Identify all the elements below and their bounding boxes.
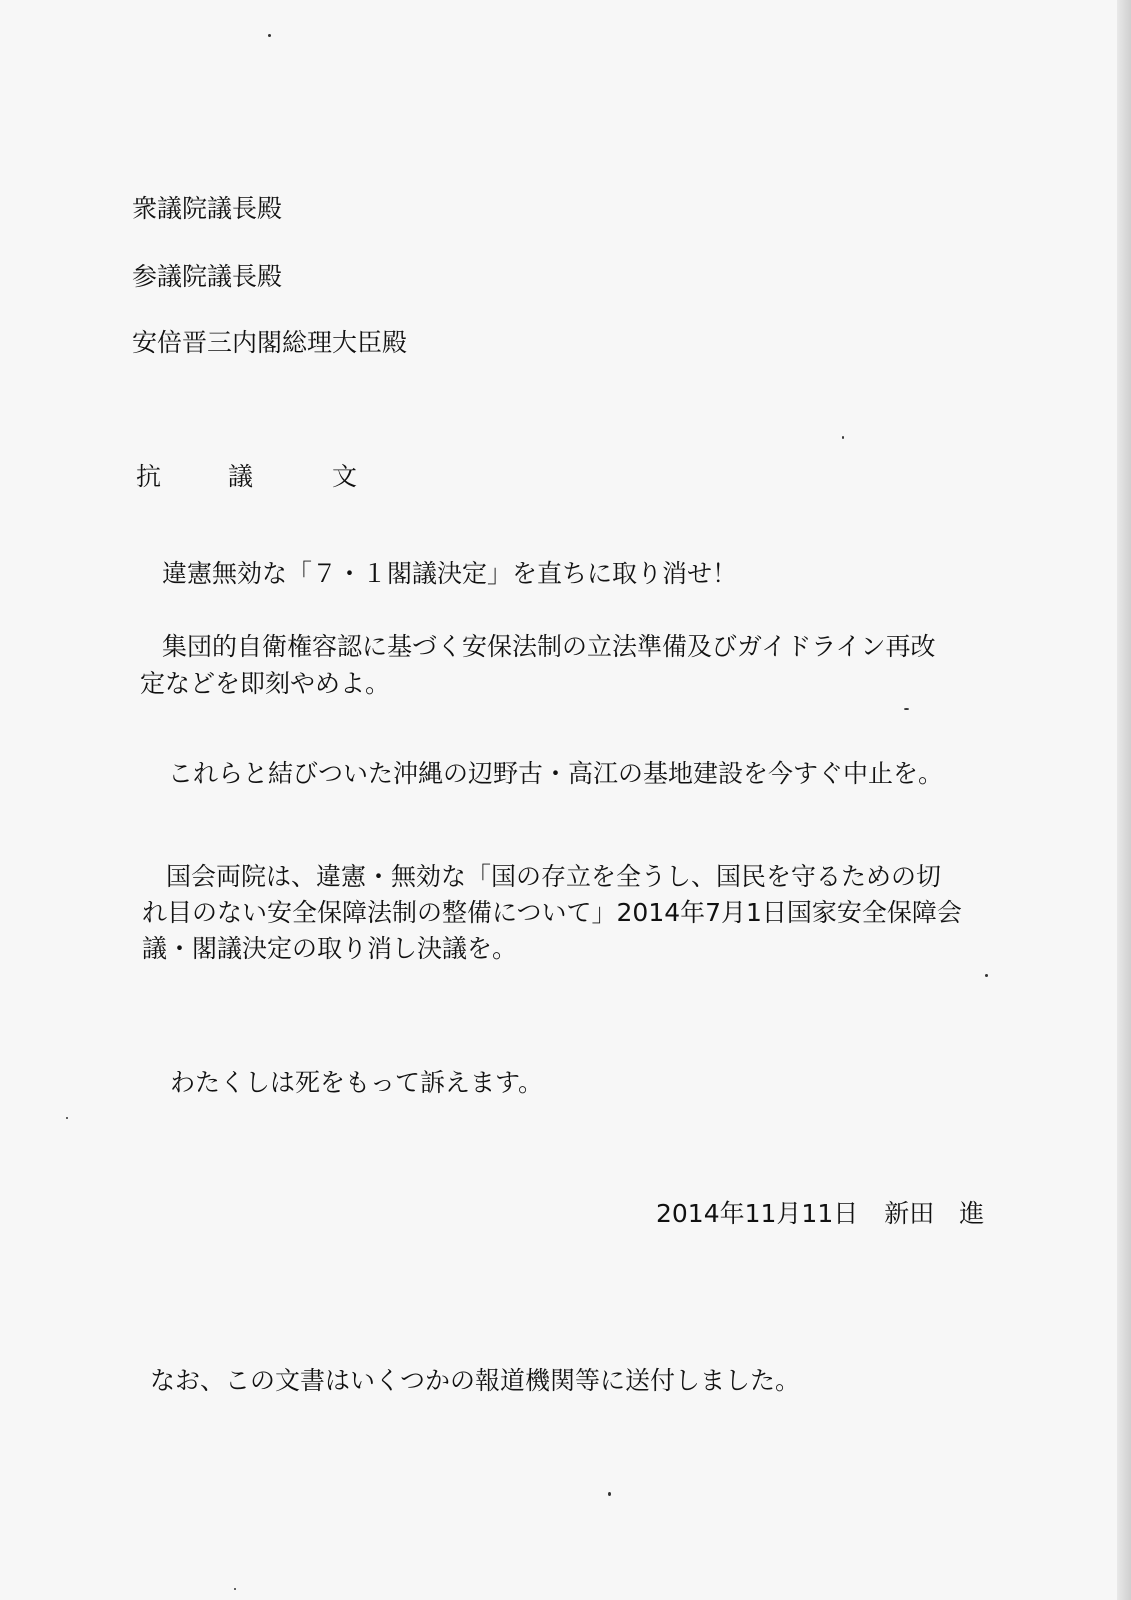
scan-speck [66, 1117, 68, 1119]
closing-note: なお、この文書はいくつかの報道機関等に送付しました。 [150, 1366, 801, 1395]
title-char-2: 議 [228, 462, 254, 491]
scan-edge-shadow [1117, 0, 1131, 1600]
paragraph-1: 違憲無効な「７・１閣議決定」を直ちに取り消せ！ [162, 559, 738, 588]
paragraph-4-line-2: れ目のない安全保障法制の整備について」2014年7月1日国家安全保障会 [142, 898, 962, 927]
paragraph-2-line-2: 定などを即刻やめよ。 [140, 669, 391, 698]
paragraph-4-line-3: 議・閣議決定の取り消し決議を。 [142, 934, 518, 963]
paragraph-4-line-1: 国会両院は、違憲・無効な「国の存立を全うし、国民を守るための切 [166, 862, 942, 891]
signature-date: 2014年11月11日 [656, 1199, 859, 1228]
scan-speck [268, 34, 271, 37]
paragraph-5: わたくしは死をもって訴えます。 [170, 1068, 544, 1097]
title-char-3: 文 [332, 462, 358, 491]
addressee-house-of-councillors: 参議院議長殿 [132, 262, 283, 291]
signature-name: 新田 進 [884, 1199, 985, 1228]
document-title [136, 462, 357, 492]
paragraph-2-line-1: 集団的自衛権容認に基づく安保法制の立法準備及びガイドライン再改 [162, 632, 936, 661]
scan-speck [608, 1492, 611, 1496]
addressee-house-of-representatives: 衆議院議長殿 [132, 194, 283, 223]
addressee-prime-minister: 安倍晋三内閣総理大臣殿 [132, 328, 408, 357]
scan-speck [904, 708, 909, 710]
scan-speck [234, 1588, 236, 1590]
scan-speck [985, 974, 988, 977]
scan-speck [842, 436, 844, 439]
signature-line [656, 1199, 984, 1229]
paragraph-3: これらと結びついた沖縄の辺野古・高江の基地建設を今すぐ中止を。 [168, 759, 944, 788]
title-char-1: 抗 [136, 462, 162, 491]
